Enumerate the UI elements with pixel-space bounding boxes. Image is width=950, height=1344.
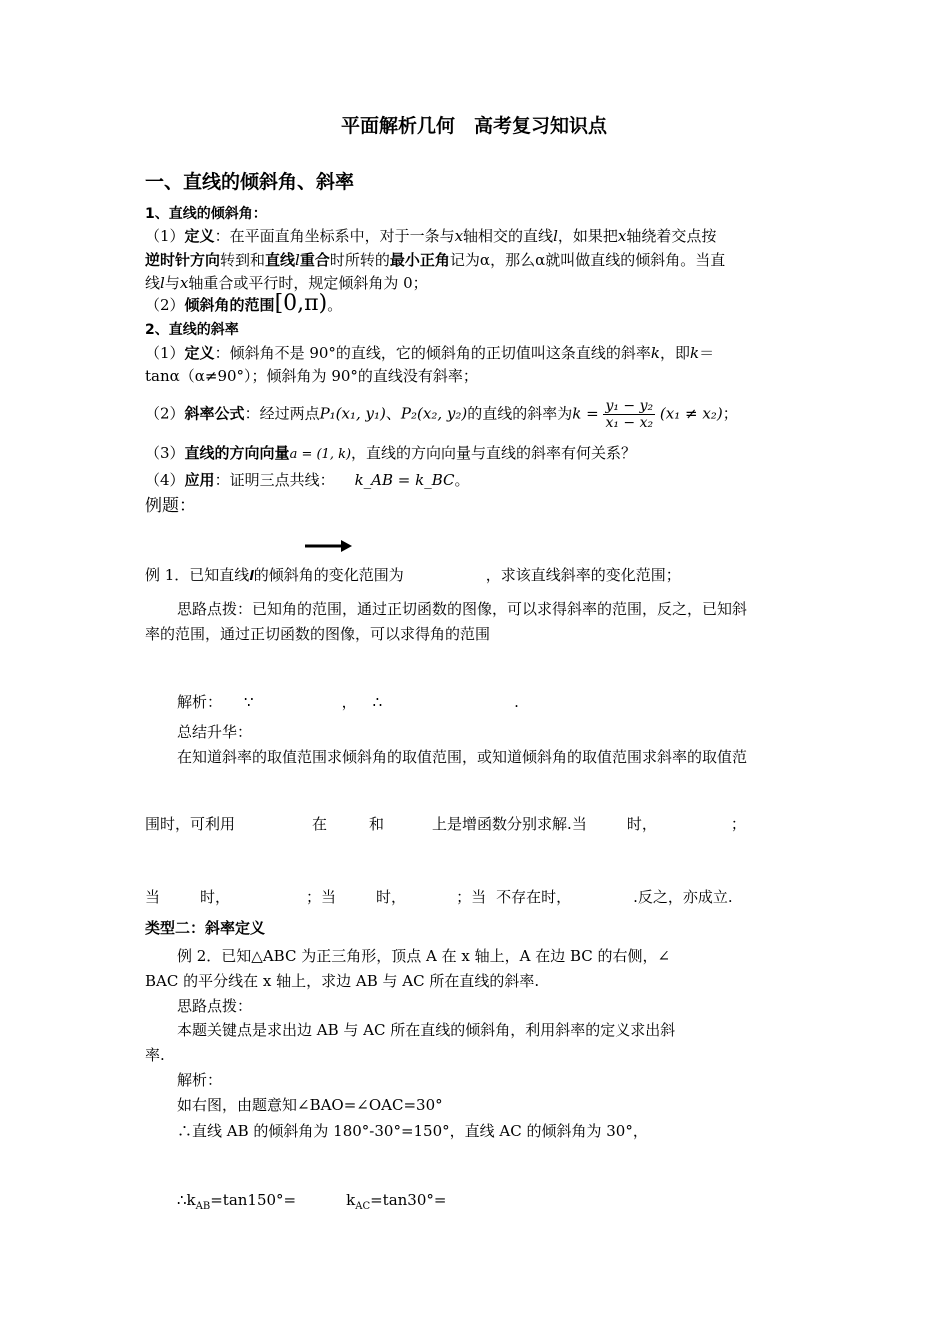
line-symbol-icon: l [249, 569, 254, 584]
definition-line-2: 逆时针方向转到和直线l重合时所转的最小正角记为α，那么α就叫做直线的倾斜角。当直 [145, 251, 726, 269]
summary-line-1: 在知道斜率的取值范围求倾斜角的取值范围，或知道倾斜角的取值范围求斜率的取值范 [177, 748, 748, 766]
slope-formula-line: （2）斜率公式：经过两点P₁(x₁, y₁)、P₂(x₂, y₂)的直线的斜率为k = $\frac{\text{y₁ − y₂}}{\text{x₁ − x₂}}$ (x₁ ≠ x₂)； [145, 398, 738, 431]
examples-label: 例题： [145, 496, 196, 516]
example2-hint-label: 思路点拨： [177, 997, 253, 1015]
definition-line-3: 线l与x轴重合或平行时，规定倾斜角为 0； [145, 274, 428, 292]
summary-label: 总结升华： [177, 723, 253, 741]
example2-solution-line-1: 如右图，由题意知∠BAO=∠OAC=30° [177, 1096, 443, 1114]
example2-hint-line-2: 率. [145, 1046, 165, 1064]
slope-definition-line-2: tanα（α≠90°）；倾斜角为 90°的直线没有斜率； [145, 367, 478, 385]
vector-arrow-icon [305, 538, 353, 554]
direction-vector-line: （3）直线的方向向量a = (1, k)，直线的方向向量与直线的斜率有何关系？ [145, 444, 637, 462]
example1-question: 例 1．已知直线l的倾斜角的变化范围为 ，求该直线斜率的变化范围； [145, 566, 681, 584]
subheading-incline-angle: 1、直线的倾斜角： [145, 206, 267, 222]
angle-range-line: （2）倾斜角的范围[0,π)。 [145, 291, 343, 316]
page-title: 平面解析几何 高考复习知识点 [341, 115, 608, 137]
example1-hint-line-2: 率的范围，通过正切函数的图像，可以求得角的范围 [145, 625, 491, 643]
example1-solution: 解析： ∵ ， ∴ . [177, 693, 519, 711]
example2-solution-line-3: $\therefore k_{AB}=\tan 150^\circ= k_{AC}=\tan 30^\circ=$ [177, 1191, 447, 1212]
summary-line-2: 围时，可利用 在 和 上是增函数分别求解.当 时， ； [145, 815, 746, 833]
section-heading-1: 一、直线的倾斜角、斜率 [145, 171, 355, 193]
definition-line-1: （1）定义：在平面直角坐标系中，对于一条与x轴相交的直线l，如果把x轴绕着交点按 [145, 227, 717, 245]
slope-fraction: $\frac{\text{y₁ − y₂}}{\text{x₁ − x₂}}$ [605, 398, 654, 431]
example2-question-line-2: BAC 的平分线在 x 轴上，求边 AB 与 AC 所在直线的斜率. [145, 972, 540, 990]
application-line: （4）应用：证明三点共线： k_AB = k_BC。 [145, 471, 470, 489]
example2-question-line-1: 例 2．已知△ABC 为正三角形，顶点 A 在 x 轴上，A 在边 BC 的右侧，∠ [177, 947, 671, 965]
example2-solution-line-2: ∴直线 AB 的倾斜角为 180°-30°=150°，直线 AC 的倾斜角为 30°， [177, 1122, 648, 1140]
slope-definition-line-1: （1）定义：倾斜角不是 90°的直线，它的倾斜角的正切值叫这条直线的斜率k，即k＝ [145, 344, 715, 362]
summary-line-3: 当 时， ；当 时， ；当 不存在时， .反之，亦成立. [145, 888, 733, 906]
example2-solution-label: 解析： [177, 1071, 223, 1089]
example1-hint-line-1: 思路点拨：已知角的范围，通过正切函数的图像，可以求得斜率的范围，反之，已知斜 [177, 600, 748, 618]
subheading-slope: 2、直线的斜率 [145, 322, 239, 338]
example2-hint-line-1: 本题关键点是求出边 AB 与 AC 所在直线的倾斜角，利用斜率的定义求出斜 [177, 1021, 676, 1039]
type2-heading: 类型二：斜率定义 [145, 919, 266, 937]
